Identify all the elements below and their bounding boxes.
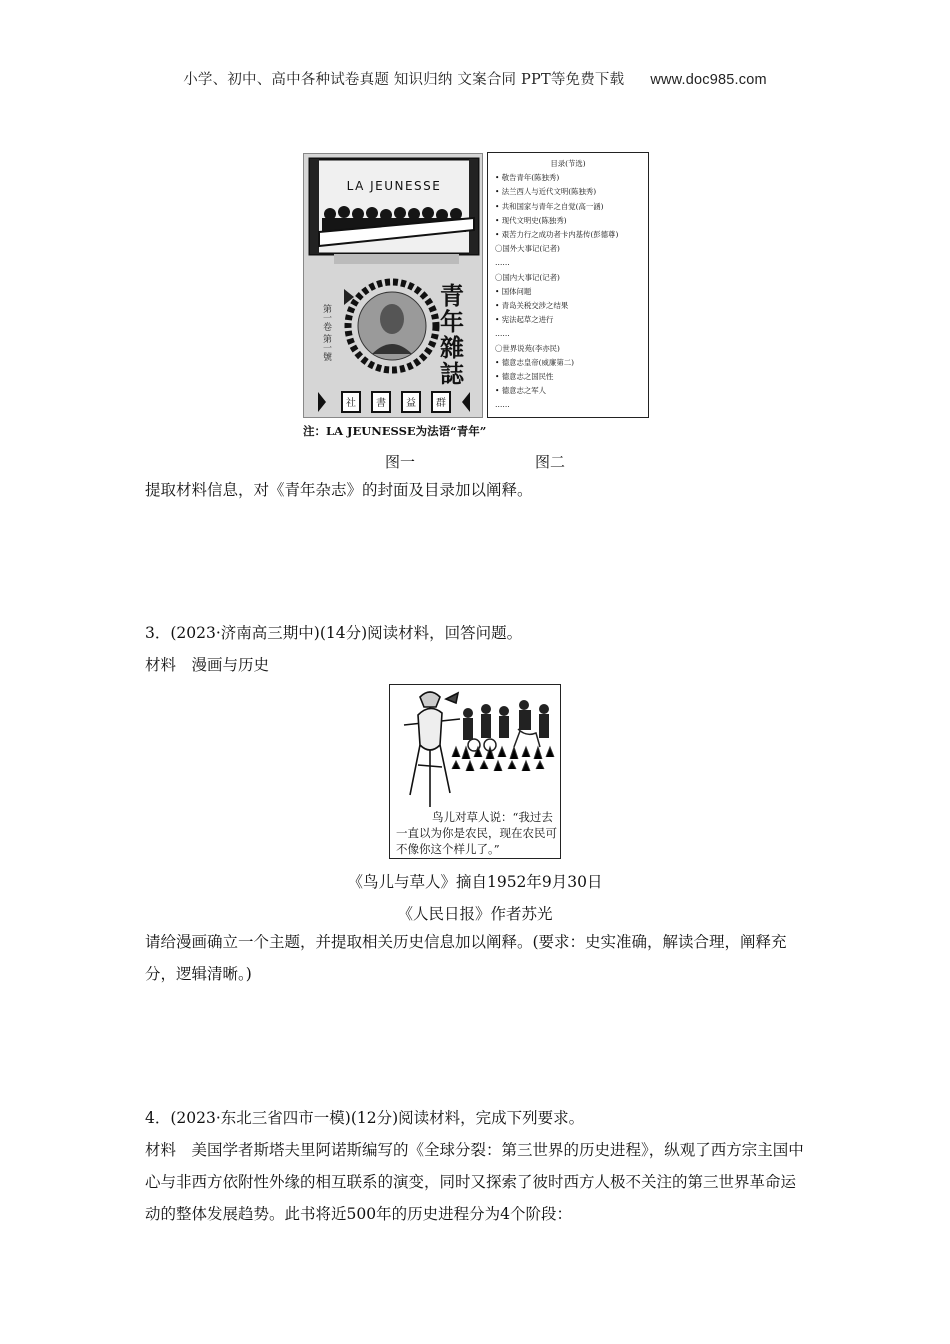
cartoon-drawing	[390, 685, 561, 809]
header-url[interactable]: www.doc985.com	[650, 72, 767, 88]
magazine-cover-drawing	[304, 154, 483, 418]
magazine-name-char-2: 年	[440, 307, 464, 336]
magazine-name-char-4: 誌	[440, 359, 464, 388]
toc-line: • 法兰西人与近代文明(陈独秀)	[495, 187, 597, 197]
cover-side-text: 第一卷 第一號	[321, 304, 331, 361]
magazine-name-char-3: 雜	[440, 333, 464, 362]
toc-line: • 国体问题	[495, 286, 532, 296]
figure-2-label: 图二	[535, 453, 566, 471]
toc-line: • 共和国家与青年之自觉(高一涵)	[495, 201, 604, 211]
toc-line: • 现代文明史(陈独秀)	[495, 215, 567, 225]
toc-line: • 艰苦力行之成功者卡内基传(彭德尊)	[495, 230, 619, 240]
cartoon-source-line-2: 《人民日报》作者苏光	[397, 905, 553, 923]
page-header	[0, 68, 950, 89]
toc-line: • 青岛关税交涉之结果	[495, 301, 569, 311]
toc-line: • 德意志之国民性	[495, 372, 554, 382]
toc-line: ……	[495, 258, 510, 268]
question-3-prompt: 请给漫画确立一个主题，并提取相关历史信息加以阐释。(要求：史实准确，解读合理，阐释充分，逻辑清晰。)	[145, 933, 787, 983]
toc-line: 〇国内大事记(记者)	[495, 272, 560, 282]
toc-line: ……	[495, 400, 510, 410]
toc-lines	[495, 171, 648, 412]
cartoon-image	[389, 684, 561, 859]
toc-title: 目录(节选)	[550, 159, 586, 168]
figure-note: 注：LA JEUNESSE为法语“青年”	[303, 424, 487, 438]
magazine-cover-image	[303, 153, 483, 418]
question-3-material-label: 材料 漫画与历史	[145, 656, 270, 674]
question-2-prompt: 提取材料信息，对《青年杂志》的封面及目录加以阐释。	[145, 481, 533, 499]
cartoon-source-line-1: 《鸟儿与草人》摘自1952年9月30日	[347, 873, 603, 891]
toc-line: • 敬告青年(陈独秀)	[495, 173, 560, 183]
question-3-heading: 3．(2023·济南高三期中)(14分)阅读材料，回答问题。	[145, 624, 523, 642]
cover-bottom-char-3: 益	[406, 398, 416, 409]
magazine-name-char-1: 青	[440, 281, 464, 310]
cover-bottom-char-2: 書	[376, 398, 386, 409]
toc-line: • 德意志之军人	[495, 386, 547, 396]
cover-title: LA JEUNESSE	[346, 179, 442, 193]
question-4-heading: 4．(2023·东北三省四市一模)(12分)阅读材料，完成下列要求。	[145, 1109, 585, 1127]
header-text: 小学、初中、高中各种试卷真题 知识归纳 文案合同 PPT等免费下载	[183, 72, 625, 88]
table-of-contents-box	[487, 152, 649, 418]
cover-bottom-char-1: 社	[346, 398, 356, 409]
question-4-material: 材料 美国学者斯塔夫里阿诺斯编写的《全球分裂：第三世界的历史进程》，纵观了西方宗主国中心与非西方依附性外缘的相互联系的演变，同时又探索了彼时西方人极不关注的第三世界革命运动的整体发展趋势。此书将近500年的历史进程分为4个阶段：	[145, 1141, 804, 1223]
cover-bottom-char-4: 群	[436, 398, 446, 409]
toc-line: • 宪法起草之进行	[495, 315, 554, 325]
figure-1-label: 图一	[385, 453, 416, 471]
toc-line: • 德意志皇帝(威廉第二)	[495, 357, 574, 367]
toc-line: 〇国外大事记(记者)	[495, 244, 560, 254]
toc-line: ……	[495, 329, 510, 339]
toc-line: 〇世界说苑(李亦民)	[495, 343, 560, 353]
cartoon-caption: 鸟儿对草人说：“我过去一直以为你是农民，现在农民可不像你这个样儿了。”	[396, 810, 557, 856]
